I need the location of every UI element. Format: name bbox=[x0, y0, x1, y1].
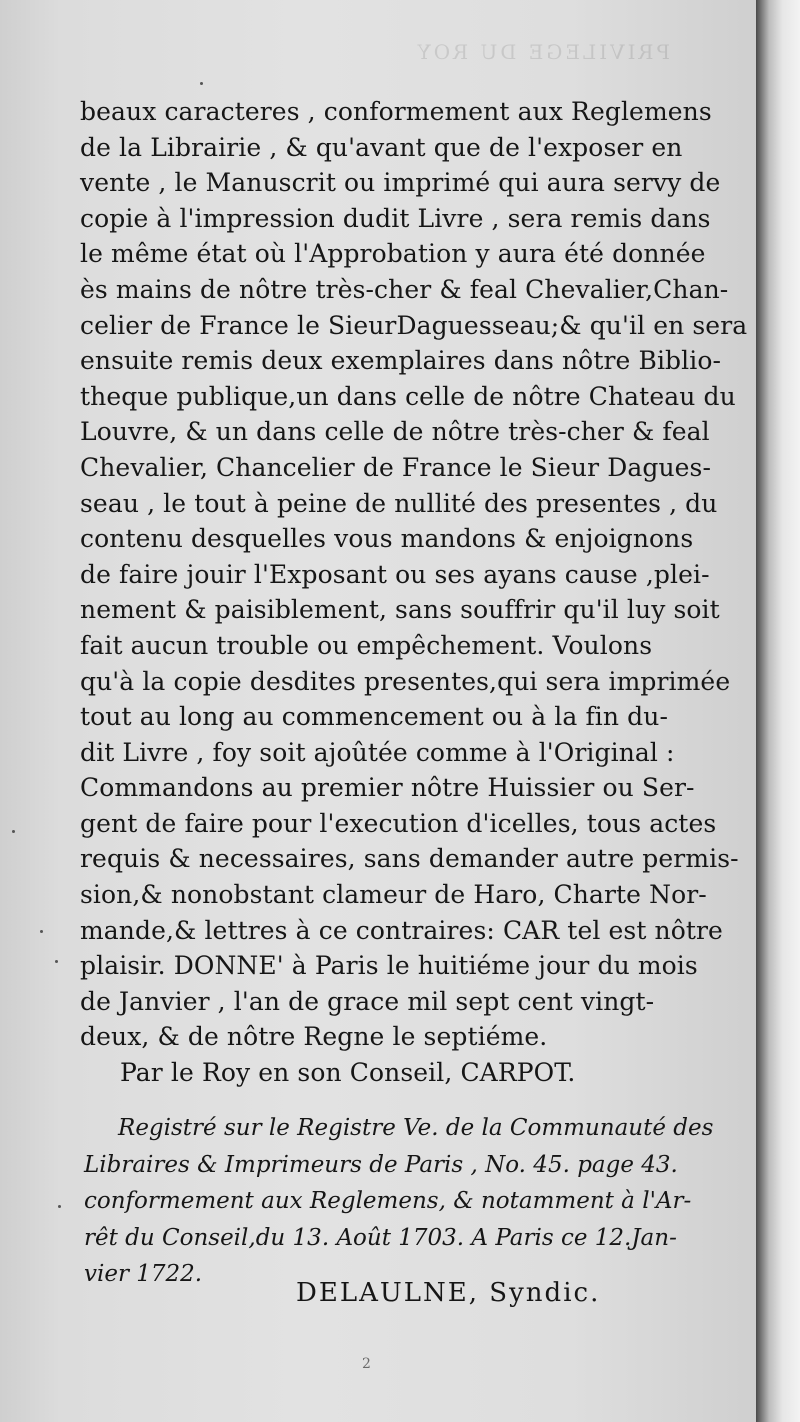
king-council-line: Par le Roy en son Conseil, CARPOT. bbox=[120, 1058, 576, 1088]
body-line: celier de France le SieurDaguesseau;& qu'il en sera bbox=[80, 310, 748, 340]
body-line: de faire jouir l'Exposant ou ses ayans cause ,plei- bbox=[80, 559, 710, 589]
body-line: mande,& lettres à ce contraires: CAR tel est nôtre bbox=[80, 915, 723, 945]
ink-speck bbox=[55, 960, 58, 963]
body-line: plaisir. DONNE' à Paris le huitiéme jour du mois bbox=[80, 951, 698, 981]
body-line: beaux caracteres , conformement aux Reglemens bbox=[80, 97, 712, 126]
body-line: qu'à la copie desdites presentes,qui sera imprimée bbox=[80, 666, 731, 696]
body-line: nement & paisiblement, sans souffrir qu'il luy soit bbox=[80, 595, 720, 625]
body-line: le même état où l'Approbation y aura été donnée bbox=[80, 239, 706, 269]
register-line: Libraires & Imprimeurs de Paris , No. 45. page 43. bbox=[84, 1151, 678, 1178]
body-line: vente , le Manuscrit ou imprimé qui aura servy de bbox=[80, 168, 721, 198]
body-line: ensuite remis deux exemplaires dans nôtre Biblio- bbox=[80, 346, 722, 376]
syndic-signature: DELAULNE, Syndic. bbox=[296, 1278, 601, 1308]
body-line: theque publique,un dans celle de nôtre Chateau du bbox=[80, 381, 736, 411]
ink-speck bbox=[58, 1205, 61, 1208]
register-line: rêt du Conseil,du 13. Août 1703. A Paris ce 12.Jan- bbox=[84, 1224, 677, 1251]
body-line: de la Librairie , & qu'avant que de l'exposer en bbox=[80, 132, 683, 162]
body-line: copie à l'impression dudit Livre , sera remis dans bbox=[80, 203, 711, 233]
body-line: Commandons au premier nôtre Huissier ou Ser- bbox=[80, 773, 695, 803]
body-line: de Janvier , l'an de grace mil sept cent vingt- bbox=[80, 986, 655, 1016]
body-line: Chevalier, Chancelier de France le Sieur Dagues- bbox=[80, 452, 712, 482]
page-mark: 2 bbox=[362, 1356, 371, 1372]
body-line: sion,& nonobstant clameur de Haro, Charte Nor- bbox=[80, 880, 707, 910]
register-line: vier 1722. bbox=[84, 1261, 203, 1287]
register-line: conformement aux Reglemens, & notamment à l'Ar- bbox=[84, 1188, 692, 1214]
register-line: Registré sur le Registre Ve. de la Communauté des bbox=[118, 1115, 714, 1141]
body-line: deux, & de nôtre Regne le septiéme. bbox=[80, 1022, 548, 1052]
body-line: requis & necessaires, sans demander autre permis- bbox=[80, 844, 739, 874]
body-line: Louvre, & un dans celle de nôtre très-cher & feal bbox=[80, 417, 710, 447]
body-line: gent de faire pour l'execution d'icelles, tous actes bbox=[80, 808, 717, 838]
bleed-through-text: PRIVILEGE DU ROY bbox=[414, 40, 670, 64]
body-line: ès mains de nôtre très-cher & feal Chevalier,Chan- bbox=[80, 274, 729, 304]
body-line: dit Livre , foy soit ajoûtée comme à l'Original : bbox=[80, 737, 675, 767]
body-line: contenu desquelles vous mandons & enjoignons bbox=[80, 524, 694, 554]
ink-speck bbox=[12, 830, 15, 833]
body-line: fait aucun trouble ou empêchement. Voulons bbox=[80, 630, 653, 660]
ink-speck bbox=[200, 82, 203, 85]
ink-speck bbox=[40, 930, 43, 933]
body-line: seau , le tout à peine de nullité des presentes , du bbox=[80, 488, 718, 518]
registration-note bbox=[84, 1110, 750, 1293]
privilege-body bbox=[80, 94, 748, 1091]
page-binding-edge bbox=[756, 0, 800, 1422]
body-line: tout au long au commencement ou à la fin du- bbox=[80, 702, 668, 732]
